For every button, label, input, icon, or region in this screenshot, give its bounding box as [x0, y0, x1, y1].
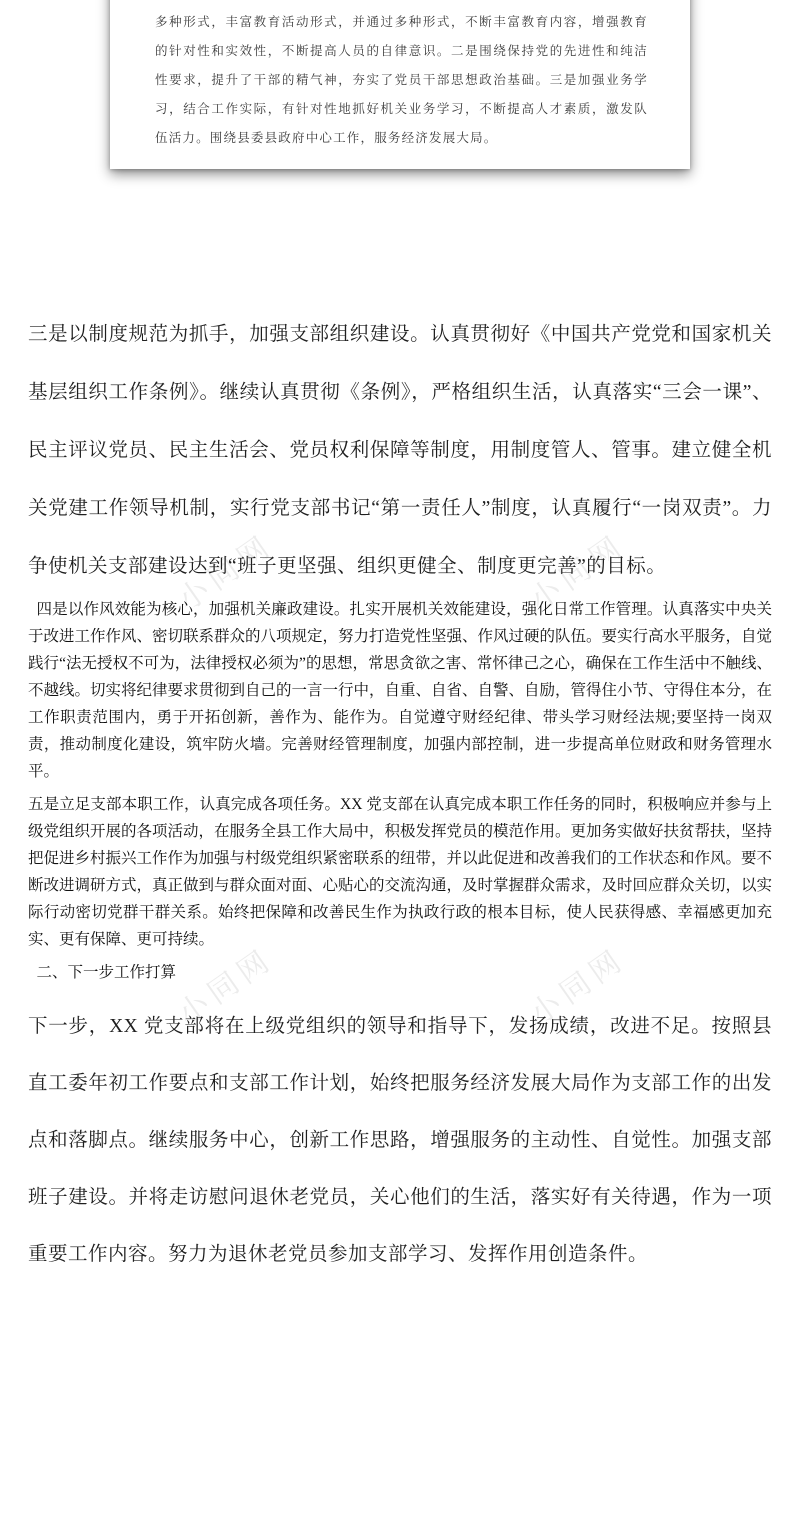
watermark-text: 小同网	[172, 942, 280, 1032]
paragraph-five-branch-duties: 五是立足支部本职工作，认真完成各项任务。XX 党支部在认真完成本职工作任务的同时，积极响应并参与上级党组织开展的各项活动，在服务全县工作大局中，积极发挥党员的模范作用。更加务实做好扶贫帮扶，坚持把促进乡村振兴工作作为加强与村级党组织紧密联系的纽带，并以此促进和改善我们的工作状态和作风。要不断改进调研方式，真正做到与群众面对面、心贴心的交流沟通，及时掌握群众需求，及时回应群众关切，以实际行动密切党群干群关系。始终把保障和改善民生作为执政行政的根本目标，使人民获得感、幸福感更加充实、更有保障、更可持续。	[28, 796, 773, 948]
previous-page-fragment	[110, 0, 690, 169]
watermark-text: 小同网	[524, 528, 632, 618]
paragraph-next-steps: 下一步，XX 党支部将在上级党组织的领导和指导下，发扬成绩，改进不足。按照县直工委年初工作要点和支部工作计划，始终把服务经济发展大局作为支部工作的出发点和落脚点。继续服务中心，创新工作思路，增强服务的主动性、自觉性。加强支部班子建设。并将走访慰问退休老党员，关心他们的生活，落实好有关待遇，作为一项重要工作内容。努力为退休老党员参加支部学习、发挥作用创造条件。	[28, 1016, 772, 1265]
paragraph-four-work-style: 四是以作风效能为核心，加强机关廉政建设。扎实开展机关效能建设，强化日常工作管理。认真落实中央关于改进工作作风、密切联系群众的八项规定，努力打造党性坚强、作风过硬的队伍。要实行高水平服务，自觉践行“法无授权不可为，法律授权必须为”的思想，常思贪欲之害、常怀律己之心，确保在工作生活中不触线、不越线。切实将纪律要求贯彻到自己的一言一行中，自重、自省、自警、自励，管得住小节、守得住本分，在工作职责范围内，勇于开拓创新，善作为、能作为。自觉遵守财经纪律、带头学习财经法规;要坚持一岗双责，推动制度化建设，筑牢防火墙。完善财经管理制度，加强内部控制，进一步提高单位财政和财务管理水平。	[28, 601, 773, 780]
watermark-text: 小同网	[524, 942, 632, 1032]
previous-page-text: 多种形式，丰富教育活动形式，并通过多种形式，不断丰富教育内容，增强教育的针对性和实效性，不断提高人员的自律意识。二是围绕保持党的先进性和纯洁性要求，提升了干部的精气神，夯实了党员干部思想政治基础。三是加强业务学习，结合工作实际，有针对性地抓好机关业务学习，不断提高人才素质，激发队伍活力。围绕县委县政府中心工作，服务经济发展大局。	[155, 15, 648, 145]
heading-next-steps: 二、下一步工作打算	[36, 964, 177, 981]
document-body	[28, 306, 772, 1283]
watermark-text: 小同网	[172, 528, 280, 618]
paragraph-three-institution-building: 三是以制度规范为抓手，加强支部组织建设。认真贯彻好《中国共产党党和国家机关基层组织工作条例》。继续认真贯彻《条例》，严格组织生活，认真落实“三会一课”、民主评议党员、民主生活会、党员权利保障等制度，用制度管人、管事。建立健全机关党建工作领导机制，实行党支部书记“第一责任人”制度，认真履行“一岗双责”。力争使机关支部建设达到“班子更坚强、组织更健全、制度更完善”的目标。	[28, 324, 772, 577]
